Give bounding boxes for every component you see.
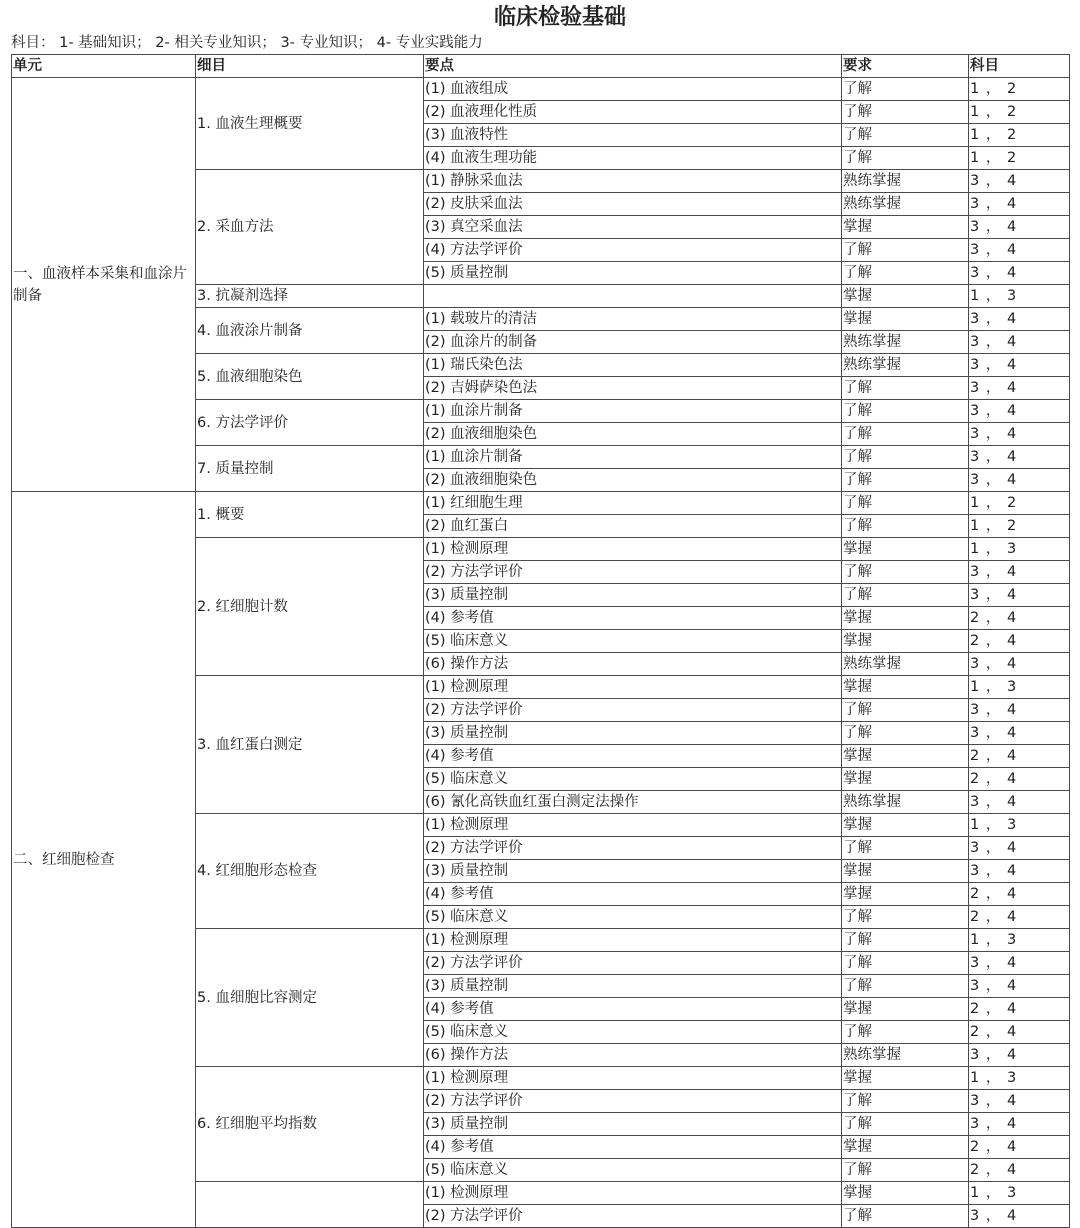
requirement-cell: 掌握 bbox=[842, 768, 969, 791]
requirement-cell: 了解 bbox=[842, 699, 969, 722]
syllabus-table bbox=[11, 54, 1070, 1228]
point-cell: (6) 氰化高铁血红蛋白测定法操作 bbox=[424, 791, 842, 814]
point-cell: (4) 参考值 bbox=[424, 998, 842, 1021]
point-cell: (1) 静脉采血法 bbox=[424, 170, 842, 193]
point-cell: (1) 载玻片的清洁 bbox=[424, 308, 842, 331]
requirement-cell: 了解 bbox=[842, 1205, 969, 1228]
point-cell: (2) 血红蛋白 bbox=[424, 515, 842, 538]
subject-cell: 1 ， 3 bbox=[969, 1182, 1070, 1205]
item-cell: 4. 血液涂片制备 bbox=[196, 308, 424, 354]
requirement-cell: 了解 bbox=[842, 1021, 969, 1044]
subject-cell: 3 ， 4 bbox=[969, 331, 1070, 354]
subject-legend: 科目： 1- 基础知识； 2- 相关专业知识； 3- 专业知识； 4- 专业实践能力 bbox=[11, 35, 483, 51]
point-cell: (1) 检测原理 bbox=[424, 814, 842, 837]
subject-cell: 1 ， 2 bbox=[969, 515, 1070, 538]
requirement-cell: 了解 bbox=[842, 1113, 969, 1136]
subject-cell: 3 ， 4 bbox=[969, 699, 1070, 722]
requirement-cell: 了解 bbox=[842, 952, 969, 975]
requirement-cell: 了解 bbox=[842, 239, 969, 262]
subject-cell: 3 ， 4 bbox=[969, 837, 1070, 860]
subject-cell: 3 ， 4 bbox=[969, 469, 1070, 492]
subject-cell: 3 ， 4 bbox=[969, 653, 1070, 676]
point-cell: (3) 质量控制 bbox=[424, 1113, 842, 1136]
point-cell: (3) 血液特性 bbox=[424, 124, 842, 147]
item-cell: 1. 概要 bbox=[196, 492, 424, 538]
item-cell: 3. 血红蛋白测定 bbox=[196, 676, 424, 814]
subject-cell: 3 ， 4 bbox=[969, 423, 1070, 446]
requirement-cell: 了解 bbox=[842, 584, 969, 607]
requirement-cell: 了解 bbox=[842, 906, 969, 929]
point-cell: (1) 血涂片制备 bbox=[424, 400, 842, 423]
point-cell: (5) 临床意义 bbox=[424, 1021, 842, 1044]
subject-cell: 1 ， 3 bbox=[969, 814, 1070, 837]
subject-cell: 3 ， 4 bbox=[969, 170, 1070, 193]
requirement-cell: 掌握 bbox=[842, 285, 969, 308]
table-row bbox=[12, 492, 1070, 515]
point-cell: (2) 血涂片的制备 bbox=[424, 331, 842, 354]
point-cell: (2) 皮肤采血法 bbox=[424, 193, 842, 216]
subject-cell: 3 ， 4 bbox=[969, 860, 1070, 883]
requirement-cell: 了解 bbox=[842, 1159, 969, 1182]
requirement-cell: 掌握 bbox=[842, 745, 969, 768]
point-cell: (2) 方法学评价 bbox=[424, 1090, 842, 1113]
requirement-cell: 掌握 bbox=[842, 1136, 969, 1159]
subject-cell: 2 ， 4 bbox=[969, 607, 1070, 630]
point-cell: (5) 临床意义 bbox=[424, 1159, 842, 1182]
requirement-cell: 熟练掌握 bbox=[842, 791, 969, 814]
point-cell: (4) 血液生理功能 bbox=[424, 147, 842, 170]
point-cell: (1) 红细胞生理 bbox=[424, 492, 842, 515]
subject-cell: 3 ， 4 bbox=[969, 952, 1070, 975]
header-unit: 单元 bbox=[12, 55, 196, 78]
point-cell: (2) 方法学评价 bbox=[424, 699, 842, 722]
point-cell: (5) 临床意义 bbox=[424, 630, 842, 653]
subject-cell: 3 ， 4 bbox=[969, 791, 1070, 814]
subject-cell: 2 ， 4 bbox=[969, 998, 1070, 1021]
point-cell: (4) 参考值 bbox=[424, 1136, 842, 1159]
requirement-cell: 了解 bbox=[842, 492, 969, 515]
item-cell: 1. 血液生理概要 bbox=[196, 78, 424, 170]
requirement-cell: 熟练掌握 bbox=[842, 170, 969, 193]
item-cell: 6. 红细胞平均指数 bbox=[196, 1067, 424, 1182]
subject-cell: 2 ， 4 bbox=[969, 745, 1070, 768]
item-cell: 4. 红细胞形态检查 bbox=[196, 814, 424, 929]
requirement-cell: 了解 bbox=[842, 1090, 969, 1113]
subject-cell: 1 ， 3 bbox=[969, 538, 1070, 561]
requirement-cell: 了解 bbox=[842, 400, 969, 423]
subject-cell: 3 ， 4 bbox=[969, 400, 1070, 423]
subject-cell: 3 ， 4 bbox=[969, 216, 1070, 239]
point-cell: (4) 方法学评价 bbox=[424, 239, 842, 262]
point-cell: (3) 质量控制 bbox=[424, 722, 842, 745]
requirement-cell: 了解 bbox=[842, 561, 969, 584]
point-cell: (1) 瑞氏染色法 bbox=[424, 354, 842, 377]
requirement-cell: 掌握 bbox=[842, 998, 969, 1021]
requirement-cell: 掌握 bbox=[842, 883, 969, 906]
point-cell: (5) 质量控制 bbox=[424, 262, 842, 285]
point-cell: (3) 真空采血法 bbox=[424, 216, 842, 239]
point-cell: (4) 参考值 bbox=[424, 607, 842, 630]
subject-cell: 3 ， 4 bbox=[969, 239, 1070, 262]
point-cell: (2) 吉姆萨染色法 bbox=[424, 377, 842, 400]
subject-cell: 2 ， 4 bbox=[969, 1021, 1070, 1044]
requirement-cell: 掌握 bbox=[842, 607, 969, 630]
requirement-cell: 掌握 bbox=[842, 630, 969, 653]
point-cell: (2) 血液细胞染色 bbox=[424, 469, 842, 492]
point-cell: (1) 检测原理 bbox=[424, 929, 842, 952]
subject-cell: 3 ， 4 bbox=[969, 1044, 1070, 1067]
point-cell: (3) 质量控制 bbox=[424, 584, 842, 607]
requirement-cell: 熟练掌握 bbox=[842, 1044, 969, 1067]
point-cell: (4) 参考值 bbox=[424, 883, 842, 906]
requirement-cell: 掌握 bbox=[842, 1182, 969, 1205]
subject-cell: 1 ， 2 bbox=[969, 101, 1070, 124]
subject-cell: 3 ， 4 bbox=[969, 561, 1070, 584]
header-requirement: 要求 bbox=[842, 55, 969, 78]
requirement-cell: 掌握 bbox=[842, 308, 969, 331]
subject-cell: 2 ， 4 bbox=[969, 883, 1070, 906]
header-subject: 科目 bbox=[969, 55, 1070, 78]
requirement-cell: 了解 bbox=[842, 78, 969, 101]
subject-cell: 1 ， 3 bbox=[969, 676, 1070, 699]
item-cell: 2. 红细胞计数 bbox=[196, 538, 424, 676]
point-cell: (2) 方法学评价 bbox=[424, 1205, 842, 1228]
point-cell: (5) 临床意义 bbox=[424, 768, 842, 791]
subject-cell: 1 ， 3 bbox=[969, 285, 1070, 308]
subject-cell: 2 ， 4 bbox=[969, 1136, 1070, 1159]
subject-cell: 3 ， 4 bbox=[969, 354, 1070, 377]
subject-cell: 3 ， 4 bbox=[969, 1090, 1070, 1113]
subject-cell: 3 ， 4 bbox=[969, 1113, 1070, 1136]
point-cell: (1) 检测原理 bbox=[424, 538, 842, 561]
subject-cell: 3 ， 4 bbox=[969, 193, 1070, 216]
requirement-cell: 了解 bbox=[842, 446, 969, 469]
subject-cell: 1 ， 2 bbox=[969, 147, 1070, 170]
subject-cell: 1 ， 2 bbox=[969, 124, 1070, 147]
subject-cell: 2 ， 4 bbox=[969, 1159, 1070, 1182]
item-cell: 5. 血细胞比容测定 bbox=[196, 929, 424, 1067]
subject-cell: 3 ， 4 bbox=[969, 584, 1070, 607]
table-header-row bbox=[12, 55, 1070, 78]
point-cell: (6) 操作方法 bbox=[424, 653, 842, 676]
unit-cell: 一、血液样本采集和血涂片制备 bbox=[12, 78, 196, 492]
page-title: 临床检验基础 bbox=[493, 5, 626, 30]
subject-cell: 3 ， 4 bbox=[969, 446, 1070, 469]
subject-cell: 3 ， 4 bbox=[969, 377, 1070, 400]
subject-cell: 3 ， 4 bbox=[969, 262, 1070, 285]
point-cell: (3) 质量控制 bbox=[424, 975, 842, 998]
point-cell: (1) 检测原理 bbox=[424, 1067, 842, 1090]
subject-cell: 1 ， 2 bbox=[969, 492, 1070, 515]
subject-cell: 3 ， 4 bbox=[969, 308, 1070, 331]
item-cell: 7. 质量控制 bbox=[196, 446, 424, 492]
requirement-cell: 熟练掌握 bbox=[842, 653, 969, 676]
point-cell: (3) 质量控制 bbox=[424, 860, 842, 883]
point-cell: (5) 临床意义 bbox=[424, 906, 842, 929]
point-cell: (4) 参考值 bbox=[424, 745, 842, 768]
subject-cell: 3 ， 4 bbox=[969, 722, 1070, 745]
point-cell: (1) 检测原理 bbox=[424, 676, 842, 699]
point-cell: (6) 操作方法 bbox=[424, 1044, 842, 1067]
requirement-cell: 了解 bbox=[842, 929, 969, 952]
subject-cell: 1 ， 2 bbox=[969, 78, 1070, 101]
header-item: 细目 bbox=[196, 55, 424, 78]
item-cell: 5. 血液细胞染色 bbox=[196, 354, 424, 400]
requirement-cell: 熟练掌握 bbox=[842, 331, 969, 354]
requirement-cell: 掌握 bbox=[842, 1067, 969, 1090]
point-cell: (1) 检测原理 bbox=[424, 1182, 842, 1205]
requirement-cell: 掌握 bbox=[842, 538, 969, 561]
requirement-cell: 了解 bbox=[842, 515, 969, 538]
subject-cell: 1 ， 3 bbox=[969, 929, 1070, 952]
requirement-cell: 了解 bbox=[842, 722, 969, 745]
requirement-cell: 了解 bbox=[842, 101, 969, 124]
item-cell: 3. 抗凝剂选择 bbox=[196, 285, 424, 308]
requirement-cell: 掌握 bbox=[842, 676, 969, 699]
requirement-cell: 熟练掌握 bbox=[842, 354, 969, 377]
requirement-cell: 掌握 bbox=[842, 814, 969, 837]
requirement-cell: 了解 bbox=[842, 837, 969, 860]
requirement-cell: 掌握 bbox=[842, 860, 969, 883]
subject-cell: 3 ， 4 bbox=[969, 975, 1070, 998]
requirement-cell: 了解 bbox=[842, 975, 969, 998]
subject-cell: 1 ， 3 bbox=[969, 1067, 1070, 1090]
point-cell: (2) 方法学评价 bbox=[424, 952, 842, 975]
requirement-cell: 了解 bbox=[842, 124, 969, 147]
point-cell bbox=[424, 285, 842, 308]
point-cell: (2) 血液细胞染色 bbox=[424, 423, 842, 446]
requirement-cell: 了解 bbox=[842, 147, 969, 170]
table-row bbox=[12, 78, 1070, 101]
requirement-cell: 掌握 bbox=[842, 216, 969, 239]
subject-cell: 2 ， 4 bbox=[969, 906, 1070, 929]
item-cell bbox=[196, 1182, 424, 1228]
requirement-cell: 了解 bbox=[842, 423, 969, 446]
subject-cell: 2 ， 4 bbox=[969, 630, 1070, 653]
unit-cell: 二、红细胞检查 bbox=[12, 492, 196, 1228]
subject-cell: 3 ， 4 bbox=[969, 1205, 1070, 1228]
header-point: 要点 bbox=[424, 55, 842, 78]
point-cell: (2) 方法学评价 bbox=[424, 561, 842, 584]
requirement-cell: 了解 bbox=[842, 469, 969, 492]
point-cell: (1) 血液组成 bbox=[424, 78, 842, 101]
subject-cell: 2 ， 4 bbox=[969, 768, 1070, 791]
point-cell: (1) 血涂片制备 bbox=[424, 446, 842, 469]
requirement-cell: 了解 bbox=[842, 262, 969, 285]
item-cell: 2. 采血方法 bbox=[196, 170, 424, 285]
requirement-cell: 熟练掌握 bbox=[842, 193, 969, 216]
point-cell: (2) 血液理化性质 bbox=[424, 101, 842, 124]
requirement-cell: 了解 bbox=[842, 377, 969, 400]
item-cell: 6. 方法学评价 bbox=[196, 400, 424, 446]
point-cell: (2) 方法学评价 bbox=[424, 837, 842, 860]
